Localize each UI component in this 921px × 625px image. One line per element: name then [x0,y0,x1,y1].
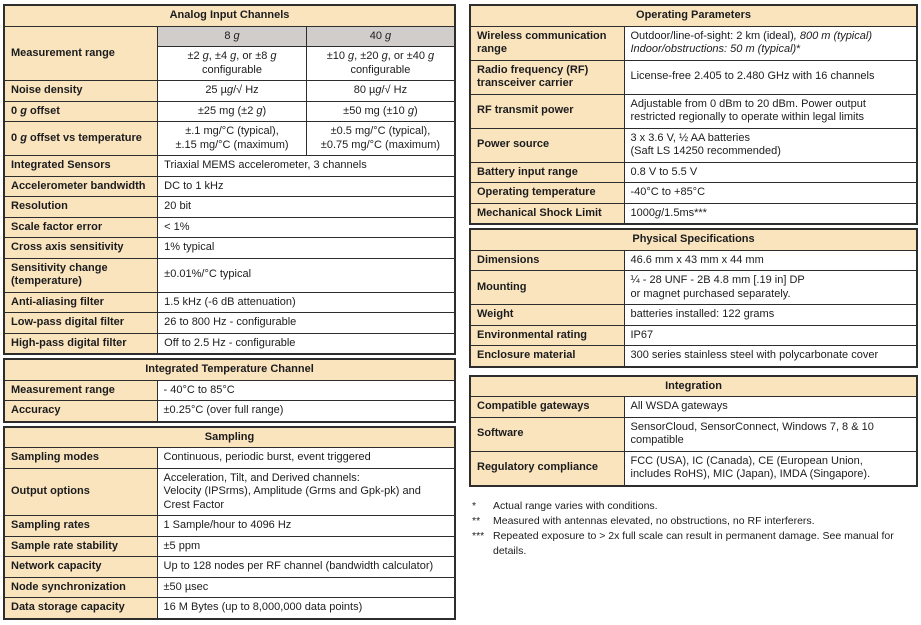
footnotes [469,499,918,559]
spec-value: batteries installed: 122 grams [624,305,917,326]
table-row [470,250,917,271]
spec-value: ¼ - 28 UNF - 2B 4.8 mm [.19 in] DP or magnet purchased separately. [624,271,917,305]
column-header: 8 g [158,26,307,47]
physical-specifications-table [469,228,918,368]
integration-table [469,375,918,487]
spec-value: License-free 2.405 to 2.480 GHz with 16 channels [624,60,917,94]
table-row [470,26,917,60]
spec-value: 26 to 800 Hz - configurable [158,313,455,334]
spec-value: Outdoor/line-of-sight: 2 km (ideal), 800 m (typical) Indoor/obstructions: 50 m (typical)* [624,26,917,60]
spec-value: SensorCloud, SensorConnect, Windows 7, 8 & 10 compatible [624,417,917,451]
spec-value: 1% typical [158,238,455,259]
spec-value: 3 x 3.6 V, ½ AA batteries (Saft LS 14250 recommended) [624,128,917,162]
section-title: Sampling [4,427,455,448]
section-title: Operating Parameters [470,5,917,26]
table-row [470,346,917,367]
table-row [4,101,455,122]
table-row [4,598,455,619]
spec-label: Network capacity [4,557,157,578]
left-column [3,4,456,623]
table-row [4,557,455,578]
operating-parameters-table [469,4,918,225]
spec-value: Continuous, periodic burst, event triggered [157,448,455,469]
footnote-text: Actual range varies with conditions. [493,499,658,512]
spec-label: Compatible gateways [470,397,624,418]
spec-value: 46.6 mm x 43 mm x 44 mm [624,250,917,271]
table-row [470,5,917,26]
section-title: Analog Input Channels [4,5,455,26]
spec-label: Sampling rates [4,516,157,537]
footnote-text: Repeated exposure to > 2x full scale can result in permanent damage. See manual for details. [493,529,894,557]
spec-label: Mounting [470,271,624,305]
spec-label: Sensitivity change (temperature) [4,258,158,292]
table-row [4,238,455,259]
table-row [4,577,455,598]
spec-label: Data storage capacity [4,598,157,619]
spec-label: Sample rate stability [4,536,157,557]
spec-label: Cross axis sensitivity [4,238,158,259]
spec-value: -40°C to +85°C [624,183,917,204]
spec-label: Weight [470,305,624,326]
spec-label: Radio frequency (RF) transceiver carrier [470,60,624,94]
spec-label: Output options [4,468,157,516]
spec-value: 1000g/1.5ms*** [624,203,917,224]
table-row [4,156,455,177]
spec-value: Triaxial MEMS accelerometer, 3 channels [158,156,455,177]
spec-value: - 40°C to 85°C [157,380,455,401]
spec-label: Measurement range [4,26,158,81]
spec-value: 1 Sample/hour to 4096 Hz [157,516,455,537]
spec-value: ±50 µsec [157,577,455,598]
spec-value: ±25 mg (±2 g) [158,101,307,122]
spec-value: FCC (USA), IC (Canada), CE (European Union, includes RoHS), MIC (Japan), IMDA (Singapore). [624,451,917,486]
table-row [4,258,455,292]
column-header: 40 g [306,26,455,47]
spec-label: Measurement range [4,380,157,401]
spec-label: Low-pass digital filter [4,313,158,334]
spec-label: Enclosure material [470,346,624,367]
spec-value: 16 M Bytes (up to 8,000,000 data points) [157,598,455,619]
spec-label: Accuracy [4,401,157,422]
spec-label: Anti-aliasing filter [4,292,158,313]
table-row [470,60,917,94]
table-row [470,229,917,250]
table-row [4,448,455,469]
table-row [4,333,455,354]
spec-value: 80 µg/√ Hz [306,81,455,102]
spec-label: Environmental rating [470,325,624,346]
table-row [470,203,917,224]
spec-value: DC to 1 kHz [158,176,455,197]
table-row [4,536,455,557]
integrated-temperature-channel-table [3,358,456,423]
table-row [4,401,455,422]
table-row [470,128,917,162]
footnote-marker: * [472,499,477,512]
spec-value: ±50 mg (±10 g) [306,101,455,122]
spec-value: < 1% [158,217,455,238]
table-row [4,359,455,380]
spec-label: Scale factor error [4,217,158,238]
spec-label: 0 g offset vs temperature [4,122,158,156]
spec-value: All WSDA gateways [624,397,917,418]
table-row [4,380,455,401]
spec-label: Wireless communication range [470,26,624,60]
spec-label: Dimensions [470,250,624,271]
spec-value: ±5 ppm [157,536,455,557]
spec-label: Mechanical Shock Limit [470,203,624,224]
table-row [470,305,917,326]
spec-value: ±.1 mg/°C (typical), ±.15 mg/°C (maximum) [158,122,307,156]
footnote [472,514,918,529]
spec-label: 0 g offset [4,101,158,122]
table-row [470,325,917,346]
footnote-marker: ** [472,514,481,527]
spec-value: ±0.5 mg/°C (typical), ±0.75 mg/°C (maximum) [306,122,455,156]
spec-label: Regulatory compliance [470,451,624,486]
spec-label: High-pass digital filter [4,333,158,354]
table-row [470,451,917,486]
footnote-marker: *** [472,529,485,542]
section-title: Integrated Temperature Channel [4,359,455,380]
table-row [4,217,455,238]
footnote [472,529,918,559]
right-column [469,4,918,623]
spec-value: Adjustable from 0 dBm to 20 dBm. Power output restricted regionally to operate within legal limits [624,94,917,128]
table-row [470,162,917,183]
spec-value: ±0.25°C (over full range) [157,401,455,422]
spec-value: Acceleration, Tilt, and Derived channels: Velocity (IPSrms), Amplitude (Grms and Gpk-pk) and Crest Factor [157,468,455,516]
spec-value: 300 series stainless steel with polycarbonate cover [624,346,917,367]
spec-value: ±0.01%/°C typical [158,258,455,292]
spec-label: Noise density [4,81,158,102]
spec-label: Integrated Sensors [4,156,158,177]
spec-value: ±2 g, ±4 g, or ±8 g configurable [158,47,307,81]
spec-label: Battery input range [470,162,624,183]
footnote-text: Measured with antennas elevated, no obstructions, no RF interferers. [493,514,815,527]
spec-value: 20 bit [158,197,455,218]
table-row [4,5,455,26]
table-row [470,376,917,397]
spec-label: Accelerometer bandwidth [4,176,158,197]
spec-value: 0.8 V to 5.5 V [624,162,917,183]
table-row [470,417,917,451]
spec-value: IP67 [624,325,917,346]
table-row [4,197,455,218]
table-row [4,516,455,537]
section-title: Integration [470,376,917,397]
footnote [472,499,918,514]
table-row [4,468,455,516]
table-row [4,313,455,334]
table-row [4,81,455,102]
spec-label: Software [470,417,624,451]
table-row [4,176,455,197]
table-row [470,397,917,418]
spec-label: RF transmit power [470,94,624,128]
table-row [4,292,455,313]
table-row [470,183,917,204]
table-row [4,26,455,47]
spec-value: 1.5 kHz (-6 dB attenuation) [158,292,455,313]
spec-value: Up to 128 nodes per RF channel (bandwidth calculator) [157,557,455,578]
spec-label: Operating temperature [470,183,624,204]
analog-input-channels-table [3,4,456,355]
table-row [470,271,917,305]
spec-label: Node synchronization [4,577,157,598]
section-title: Physical Specifications [470,229,917,250]
spec-value: 25 µg/√ Hz [158,81,307,102]
spec-label: Sampling modes [4,448,157,469]
spec-label: Resolution [4,197,158,218]
sampling-table [3,426,456,620]
table-row [4,122,455,156]
spec-label: Power source [470,128,624,162]
table-row [4,427,455,448]
table-row [470,94,917,128]
spec-value: ±10 g, ±20 g, or ±40 g configurable [306,47,455,81]
spec-value: Off to 2.5 Hz - configurable [158,333,455,354]
